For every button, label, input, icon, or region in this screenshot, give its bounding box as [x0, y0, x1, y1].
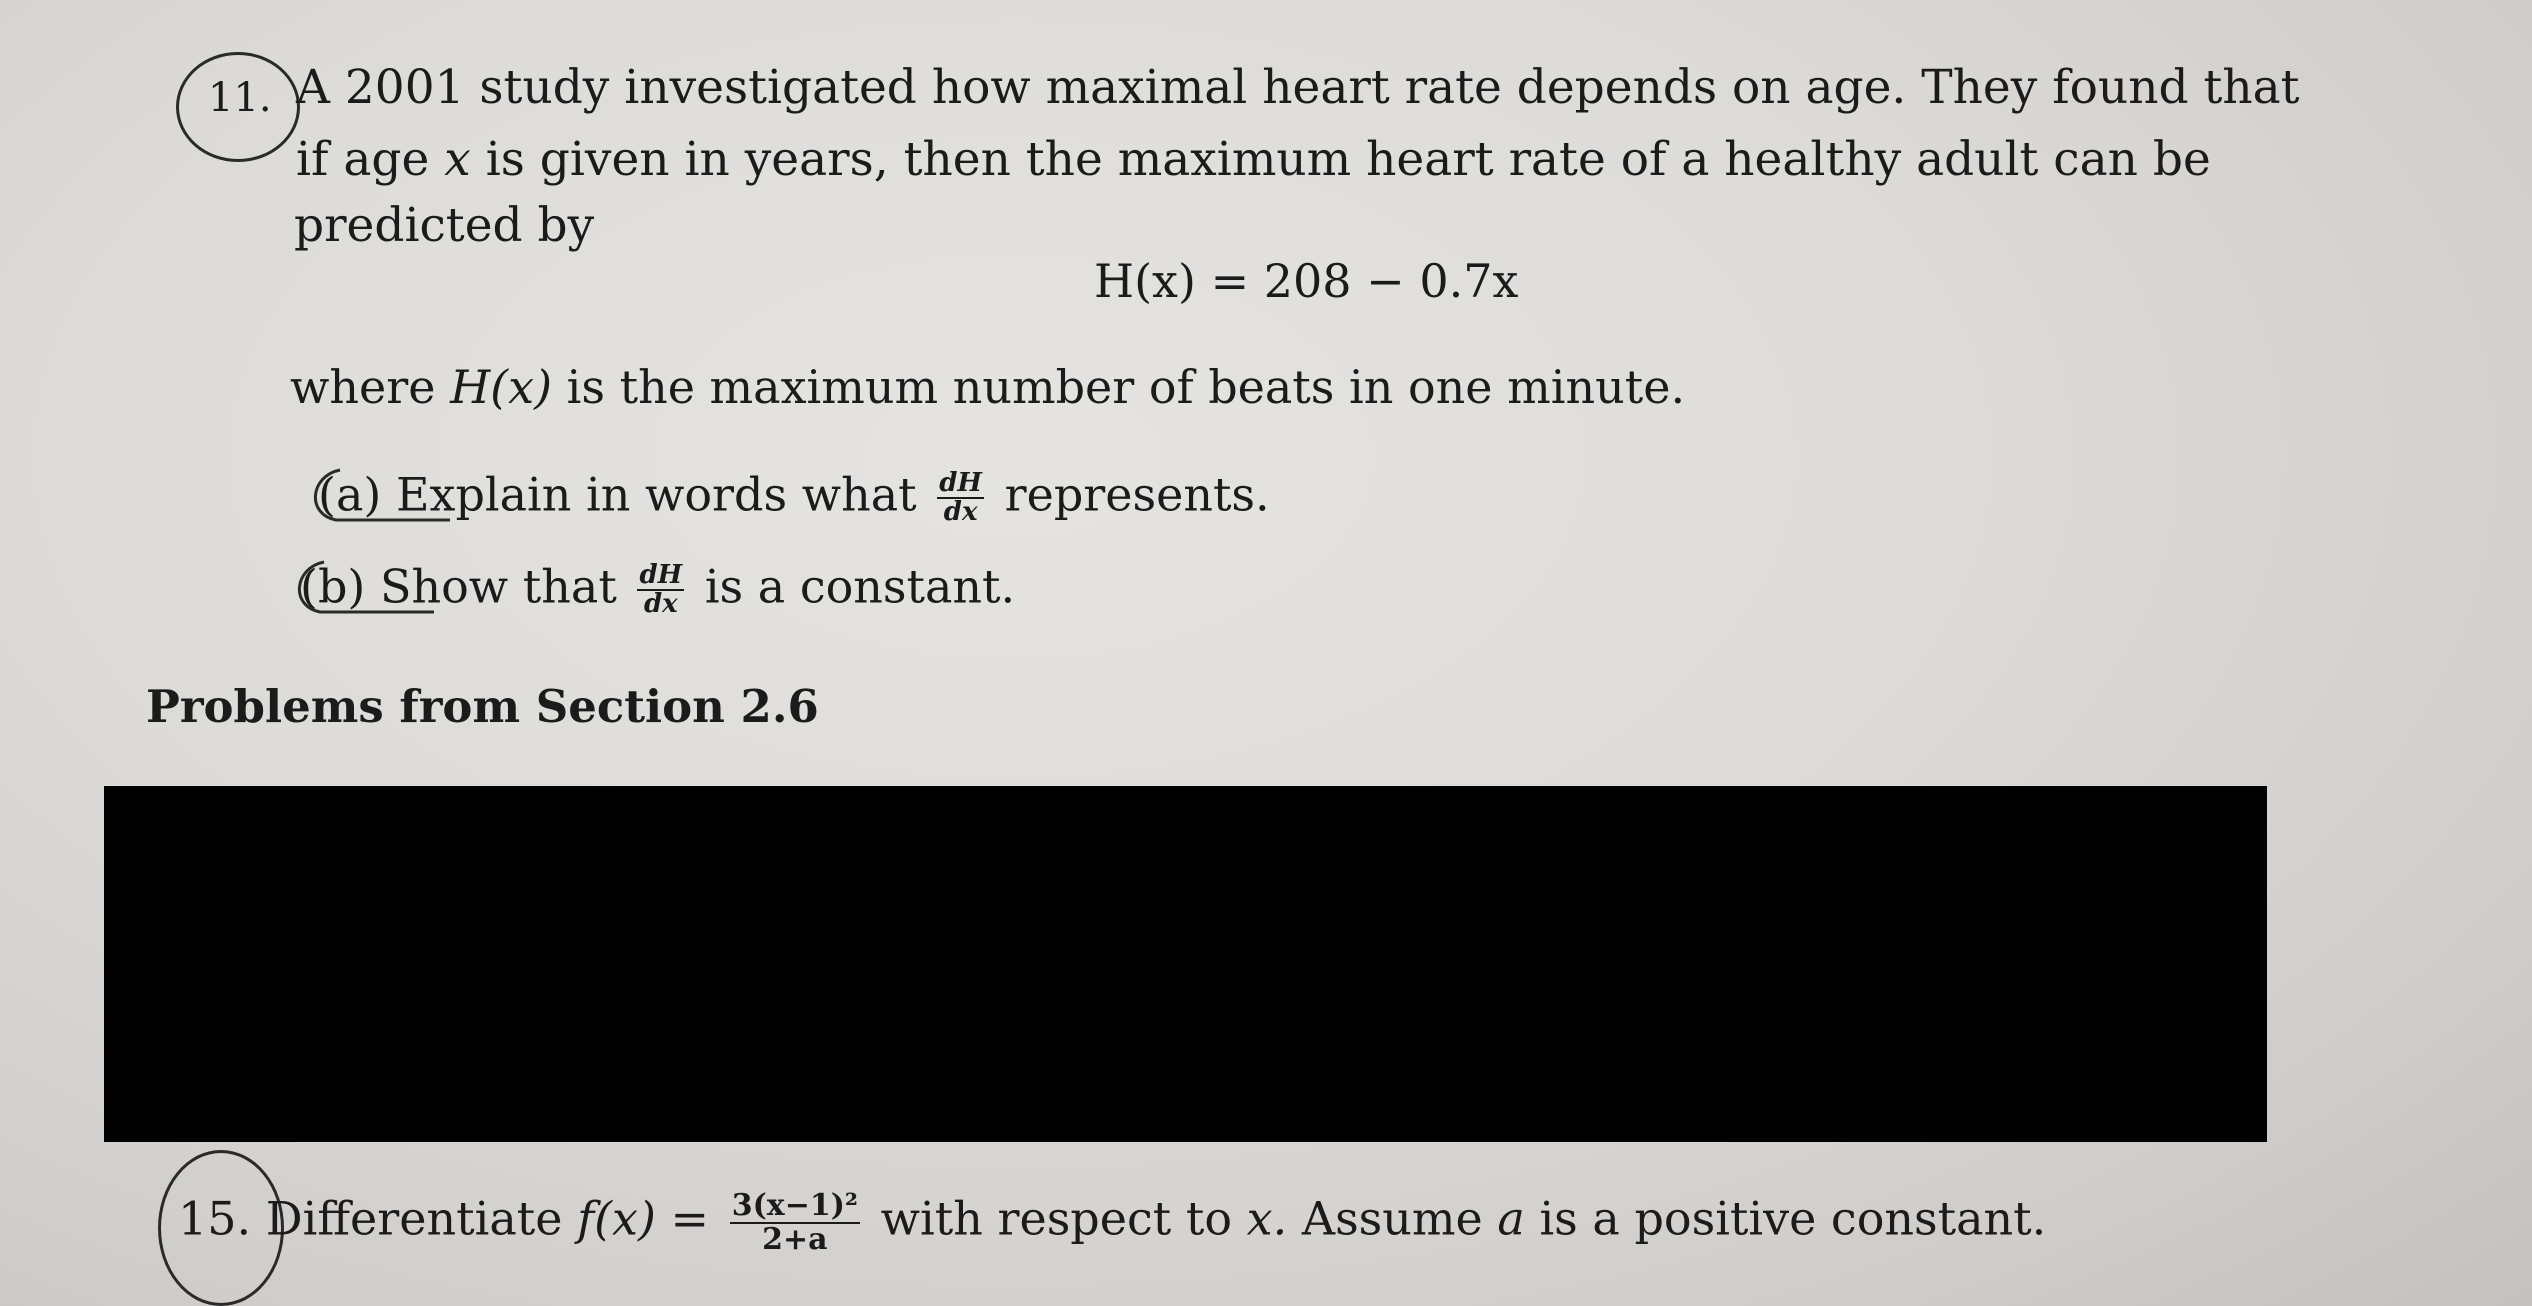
part-b-label: (b) [300, 559, 366, 614]
function-fraction: $\frac{\text{3(x−1)²}}{2+a}$ [731, 1188, 859, 1257]
section-heading: Problems from Section 2.6 [146, 680, 819, 733]
problem-11-line-3: predicted by [294, 198, 595, 253]
dh-dx-fraction-a: $\frac{dH}{dx}$ [939, 468, 982, 528]
part-a-label: (a) [318, 467, 382, 522]
part-b: (b) Show that $\frac{dH}{dx}$ is a constant. [300, 559, 1016, 620]
problem-11-line-1: A 2001 study investigated how maximal heart rate depends on age. They found that [296, 60, 2300, 115]
problem-15: 15. Differentiate f(x) = $\frac{\text{3(x−1)²}}{2+a}$ with respect to x. Assume a is a positive constant. [178, 1188, 2047, 1257]
problem-11-where-line: where H(x) is the maximum number of beats in one minute. [290, 360, 1686, 414]
part-b-pen-mark [284, 556, 444, 626]
part-a: (a) Explain in words what $\frac{dH}{dx}$ represents. [318, 467, 1270, 528]
problem-11-line-2: if age x is given in years, then the maximum heart rate of a healthy adult can be [296, 132, 2211, 187]
part-a-pen-mark [300, 462, 460, 532]
heart-rate-formula: H(x) = 208 − 0.7x [1094, 254, 1519, 308]
dh-dx-fraction-b: $\frac{dH}{dx}$ [639, 560, 683, 620]
problem-11-number: 11. [208, 75, 272, 121]
problem-15-number: 15. [178, 1191, 252, 1246]
redacted-block [104, 786, 2267, 1142]
